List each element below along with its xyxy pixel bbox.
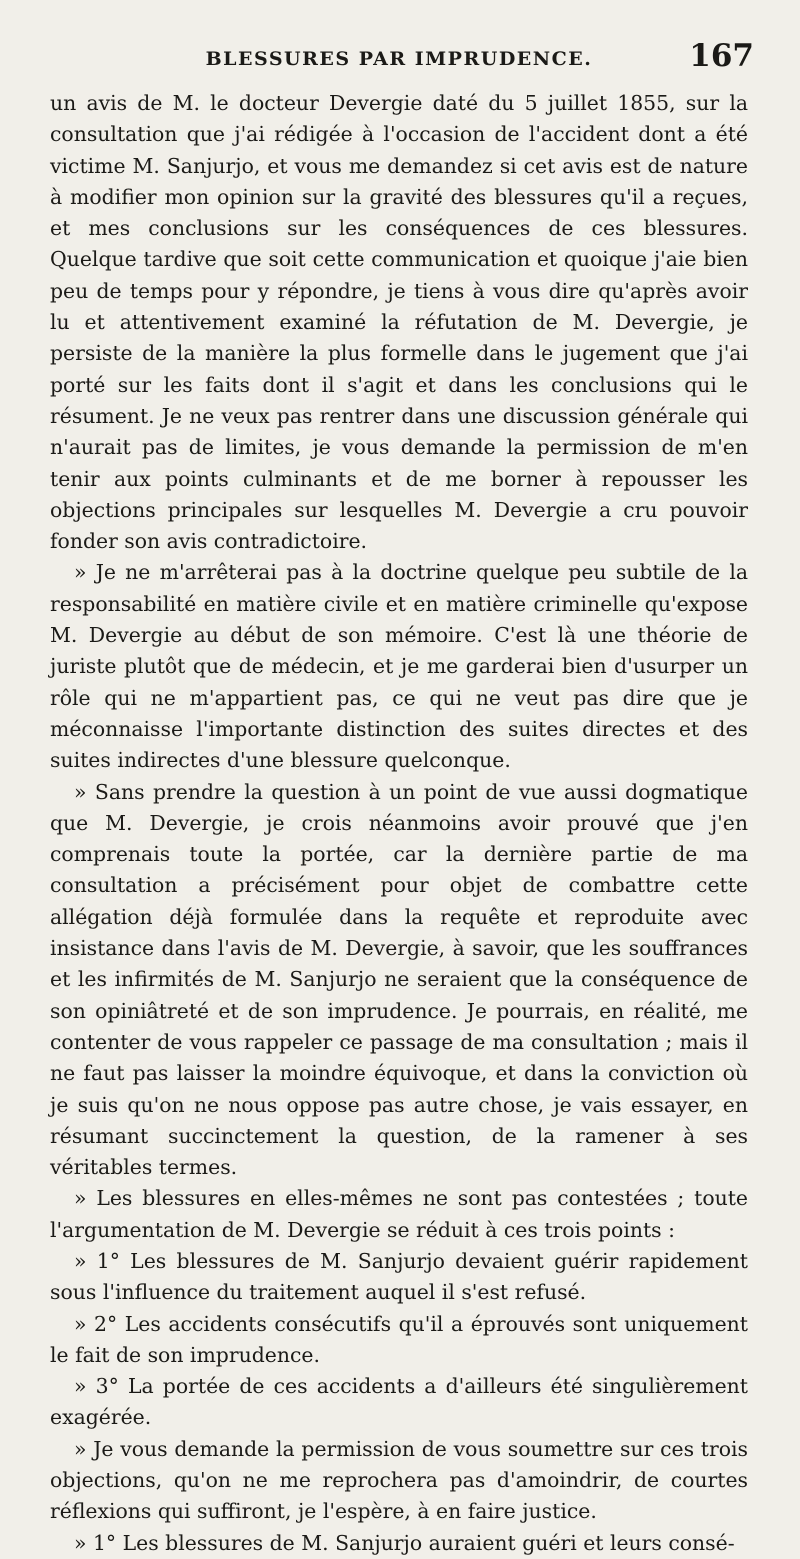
list-item-paragraph: » 2° Les accidents consécutifs qu'il a éprouvés sont uniquement le fait de son imprudence. (50, 1311, 748, 1367)
paragraph: » Je vous demande la permission de vous soumettre sur ces trois objections, qu'on ne me reprochera pas d'amoindrir, de courtes réflexions qui suffiront, je l'espère, à en faire justice. (50, 1436, 748, 1524)
list-item-paragraph: » 3° La portée de ces accidents a d'ailleurs été singulièrement exagérée. (50, 1374, 748, 1430)
paragraph: » Je ne m'arrêterai pas à la doctrine quelque peu subtile de la responsabilité en matière civile et en matière criminelle qu'expose M. Devergie au début de son mémoire. C'est là une théorie de juriste plutôt que de médecin, et je me garderai bien d'usurper un rôle qui ne m'appartient pas, ce qui ne veut pas dire que je méconnaisse l'importante distinction des suites directes et des suites indirectes d'une blessure quelconque. (50, 560, 748, 773)
paragraph: un avis de M. le docteur Devergie daté du 5 juillet 1855, sur la consultation que j'ai rédigée à l'occasion de l'accident dont a été victime M. Sanjurjo, et vous me demandez si cet avis est de nature à modifier mon opinion sur la gravité des blessures qu'il a reçues, et mes conclusions sur les conséquences de ces blessures. Quelque tardive que soit cette communication et quoique j'aie bien peu de temps pour y répondre, je tiens à vous dire qu'après avoir lu et attentivement examiné la réfutation de M. Devergie, je persiste de la manière la plus formelle dans le jugement que j'ai porté sur les faits dont il s'agit et dans les conclusions qui le résument. Je ne veux pas rentrer dans une discussion générale qui n'aurait pas de limites, je vous demande la permission de m'en tenir aux points culminants et de me borner à repousser les objections principales sur lesquelles M. Devergie a cru pouvoir fonder son avis contradictoire. (50, 91, 748, 554)
page-body (50, 88, 748, 1559)
paragraph: » Les blessures en elles-mêmes ne sont pas contestées ; toute l'argumentation de M. Devergie se réduit à ces trois points : (50, 1186, 748, 1242)
page-number: 167 (689, 38, 754, 74)
list-item-paragraph: » 1° Les blessures de M. Sanjurjo devaient guérir rapidement sous l'influence du traitement auquel il s'est refusé. (50, 1248, 748, 1305)
paragraph: » Sans prendre la question à un point de vue aussi dogmatique que M. Devergie, je crois néanmoins avoir prouvé que j'en comprenais toute la portée, car la dernière partie de ma consultation a précisément pour objet de combattre cette allégation déjà formulée dans la requête et reproduite avec insistance dans l'avis de M. Devergie, à savoir, que les souffrances et les infirmités de M. Sanjurjo ne seraient que la conséquence de son opiniâtreté et de son imprudence. Je pourrais, en réalité, me contenter de vous rappeler ce passage de ma consultation ; mais il ne faut pas laisser la moindre équivoque, et dans la conviction où je suis qu'on ne nous oppose pas autre chose, je vais essayer, en résumant succinctement la question, de la ramener à ses véritables termes. (50, 779, 748, 1180)
page-header (50, 38, 754, 82)
paragraph: » 1° Les blessures de M. Sanjurjo auraient guéri et leurs consé- (74, 1530, 735, 1555)
running-title: BLESSURES PAR IMPRUDENCE. (205, 48, 593, 70)
